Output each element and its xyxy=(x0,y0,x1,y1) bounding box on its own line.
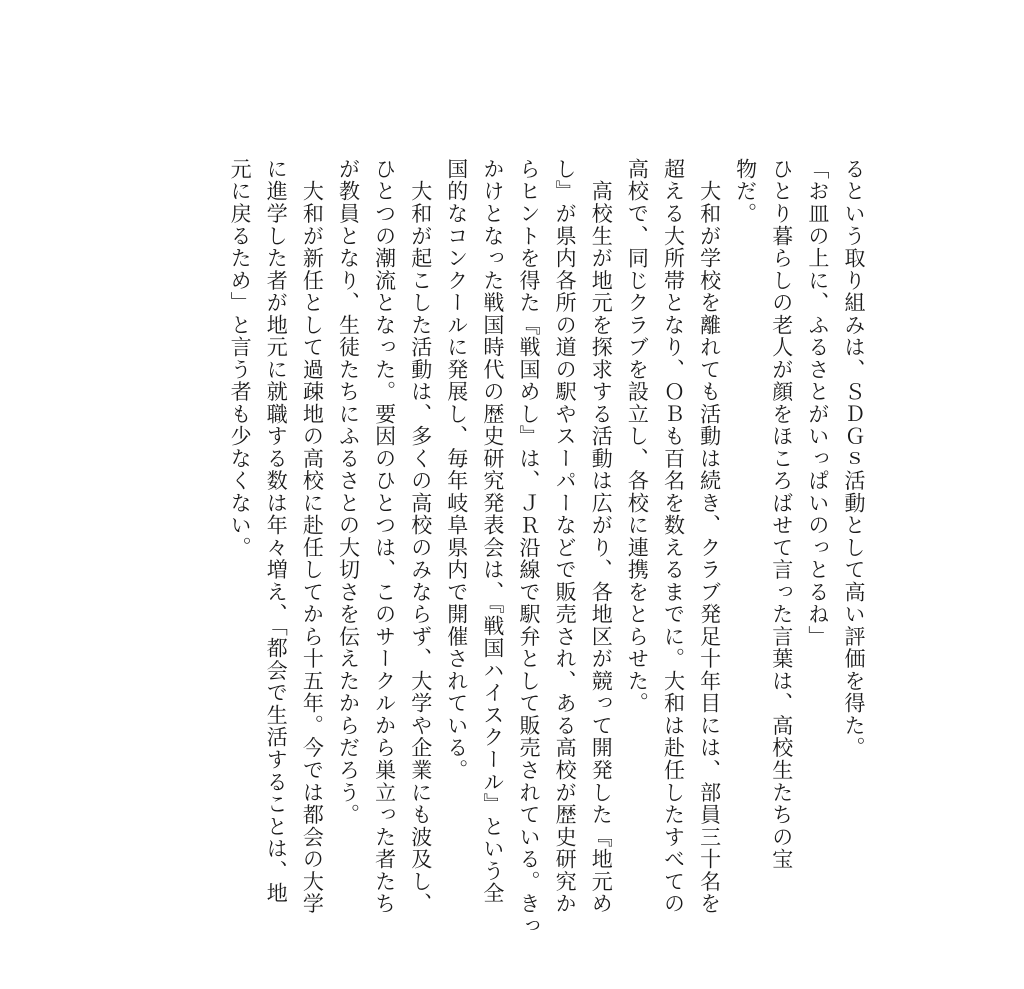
text-line: 大和が新任として過疎地の高校に赴任してから十五年。今では都会の大学 xyxy=(300,158,325,915)
text-line: らヒントを得た『戦国めし』は、ＪＲ沿線で駅弁として販売されている。きっ xyxy=(517,158,542,938)
vertical-text-block xyxy=(222,158,872,938)
text-line: 「お皿の上に、ふるさとがいっぱいのっとるね」 xyxy=(805,158,830,648)
text-line: が教員となり、生徒たちにふるさとの大切さを伝えたからだろう。 xyxy=(336,158,361,826)
text-line: 元に戻るため」と言う者も少なくない。 xyxy=(228,158,253,559)
text-line: ひとつの潮流となった。要因のひとつは、このサークルから巣立った者たち xyxy=(372,158,397,915)
text-line: 高校生が地元を探求する活動は広がり、各地区が競って開発した『地元め xyxy=(589,158,614,915)
text-line: 高校で、同じクラブを設立し、各校に連携をとらせた。 xyxy=(625,158,650,715)
text-line: るという取り組みは、ＳＤＧｓ活動として高い評価を得た。 xyxy=(842,158,866,760)
text-line: に進学した者が地元に就職する数は年々増え、「都会で生活することは、地 xyxy=(264,158,289,905)
text-line: し』が県内各所の道の駅やスーパーなどで販売され、ある高校が歴史研究か xyxy=(553,158,578,915)
text-line: かけとなった戦国時代の歴史研究発表会は、『戦国ハイスクール』という全 xyxy=(480,158,505,905)
text-line: 国的なコンクールに発展し、毎年岐阜県内で開催されている。 xyxy=(444,158,469,782)
text-line: 大和が学校を離れても活動は続き、クラブ発足十年目には、部員三十名を xyxy=(697,158,722,915)
text-line: ひとり暮らしの老人が顔をほころばせて言った言葉は、高校生たちの宝 xyxy=(769,158,794,871)
text-line: 超える大所帯となり、ＯＢも百名を数えるまでに。大和は赴任したすべての xyxy=(661,158,686,915)
text-line: 物だ。 xyxy=(733,158,758,225)
text-line: 大和が起こした活動は、多くの高校のみならず、大学や企業にも波及し、 xyxy=(408,158,433,915)
